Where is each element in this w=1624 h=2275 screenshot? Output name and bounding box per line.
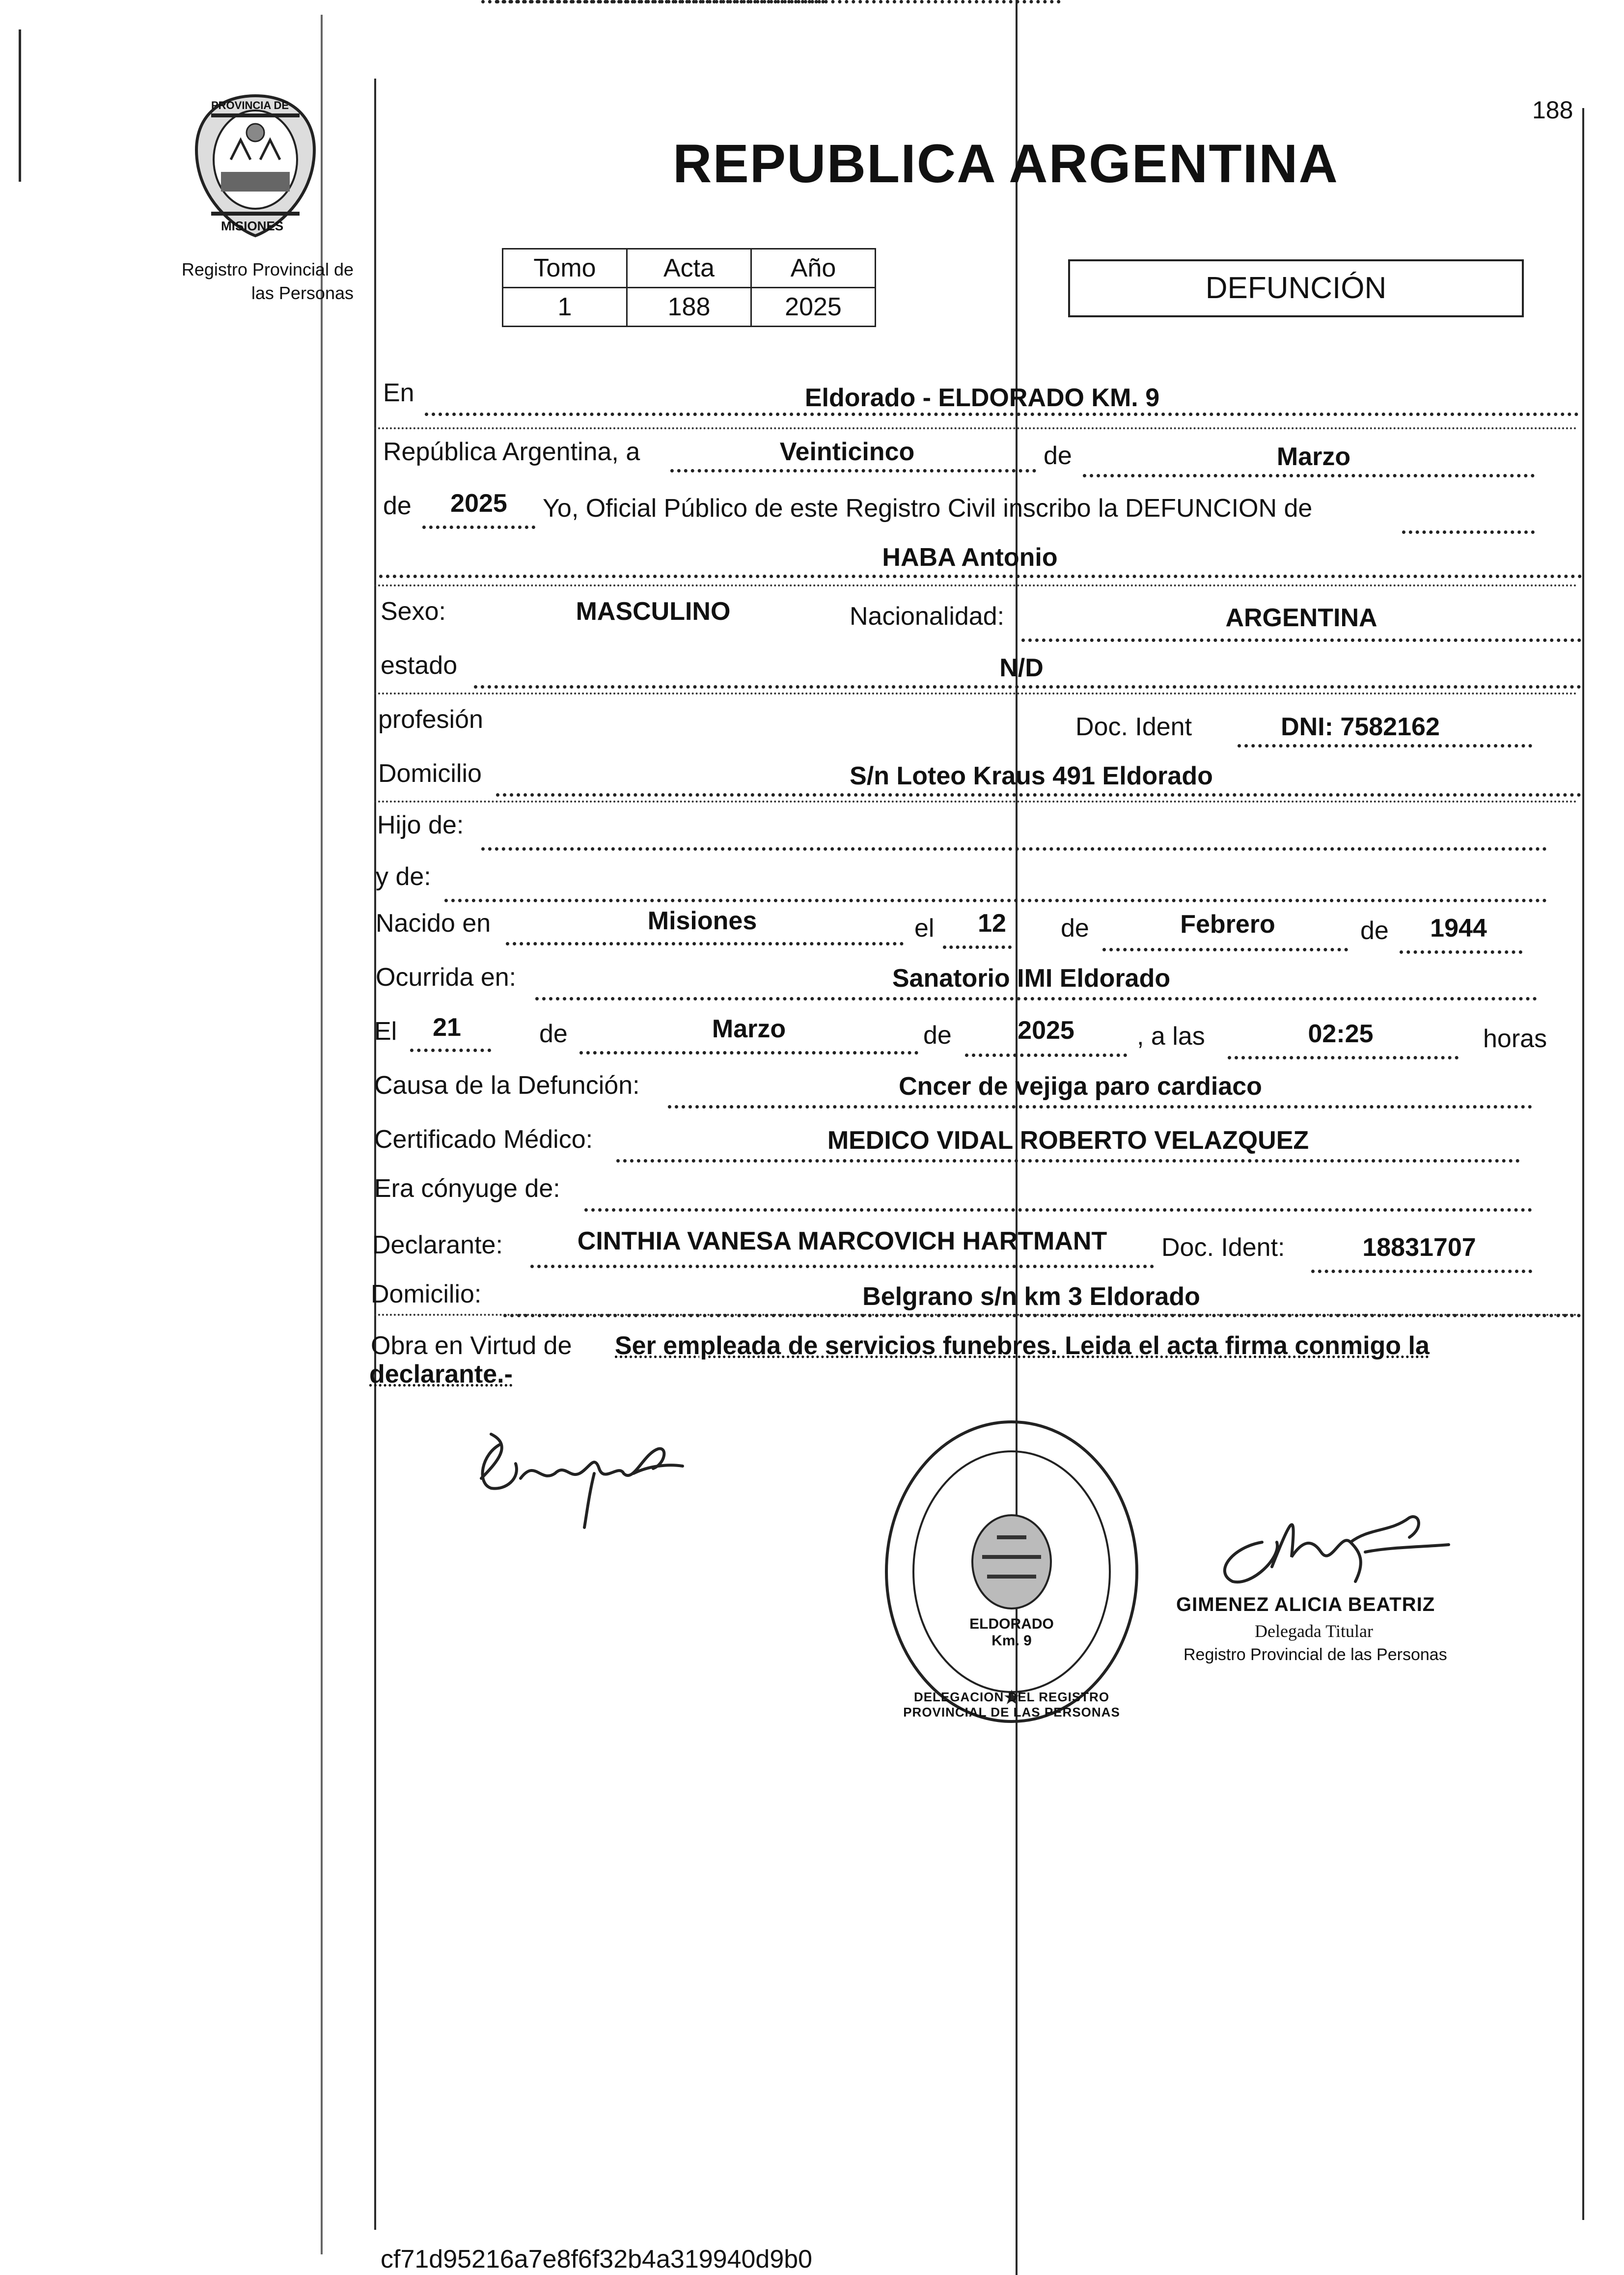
official-role: Delegada Titular xyxy=(1255,1621,1373,1641)
a-las-label: , a las xyxy=(1137,1022,1205,1051)
yo-label: Yo, Oficial Público de este Registro Civil inscribo la DEFUNCION de xyxy=(543,494,1313,523)
form-left-border xyxy=(374,79,376,2230)
declarante-label: Declarante: xyxy=(372,1231,503,1259)
doc-ident2-label: Doc. Ident: xyxy=(1161,1233,1285,1262)
causa-label: Causa de la Defunción: xyxy=(374,1071,640,1100)
death-time-value: 02:25 xyxy=(1308,1020,1374,1048)
deceased-name-line xyxy=(379,575,1582,578)
obra-line-2: declarante.- xyxy=(369,1360,513,1388)
doc-ident2-line xyxy=(1311,1270,1532,1273)
nacido-label: Nacido en xyxy=(376,909,491,938)
nacionalidad-value: ARGENTINA xyxy=(1225,604,1377,632)
doc-ident-line xyxy=(1238,744,1532,748)
year-value: 2025 xyxy=(450,489,507,518)
place-value: Eldorado - ELDORADO KM. 9 xyxy=(804,384,1160,412)
doc-ident-value: DNI: 7582162 xyxy=(1281,713,1440,741)
yo-line xyxy=(1402,530,1535,534)
de-label: de xyxy=(1044,442,1072,470)
ocurrida-value: Sanatorio IMI Eldorado xyxy=(892,964,1171,993)
record-table-header: Tomo xyxy=(503,249,627,288)
domicilio2-label: Domicilio: xyxy=(371,1280,482,1308)
hijo-line xyxy=(481,847,1547,851)
record-table xyxy=(502,248,876,327)
El-label: El xyxy=(374,1017,397,1046)
registry-name-line-1: Registro Provincial de xyxy=(181,259,354,279)
official-office: Registro Provincial de las Personas xyxy=(1184,1645,1447,1664)
record-table-value-row xyxy=(503,288,876,327)
birth-month-line xyxy=(1102,948,1348,951)
estado-label: estado xyxy=(381,651,458,680)
hijo-label: Hijo de: xyxy=(377,811,464,839)
record-type-box: DEFUNCIÓN xyxy=(1068,259,1524,317)
certificado-line xyxy=(616,1159,1520,1163)
birth-year-line xyxy=(1400,950,1522,954)
day-line xyxy=(670,469,1036,472)
registry-name xyxy=(128,258,354,305)
emblem-top-text: PROVINCIA DE xyxy=(211,99,289,111)
profesion-label: profesión xyxy=(378,705,483,734)
emblem-bottom-text: MISIONES xyxy=(221,219,284,233)
nacido-line xyxy=(506,942,904,945)
stamp-ring-text: DELEGACION DEL REGISTRO PROVINCIAL DE LAS PERSONAS xyxy=(903,1690,1120,1720)
ocurrida-line xyxy=(535,997,1537,1000)
declarante-line xyxy=(530,1265,1154,1268)
birth-day-value: 12 xyxy=(978,909,1006,938)
horas-label: horas xyxy=(1483,1025,1547,1053)
official-signature xyxy=(1203,1498,1459,1596)
certificado-value: MEDICO VIDAL ROBERTO VELAZQUEZ xyxy=(827,1126,1309,1155)
year-prefix-label: de xyxy=(383,492,412,520)
domicilio2-value: Belgrano s/n km 3 Eldorado xyxy=(862,1282,1200,1311)
domicilio2-line xyxy=(503,1314,1581,1317)
y-de-line xyxy=(444,899,1547,902)
left-edge-line xyxy=(19,29,21,182)
deceased-name-value: HABA Antonio xyxy=(882,543,1058,572)
ocurrida-label: Ocurrida en: xyxy=(376,963,517,992)
el-label: el xyxy=(914,914,935,943)
record-table-header: Acta xyxy=(627,249,751,288)
de2-label: de xyxy=(1061,914,1089,943)
causa-line xyxy=(668,1105,1532,1109)
birth-day-line xyxy=(943,945,1012,949)
record-table-cell: 2025 xyxy=(751,288,876,327)
death-day-value: 21 xyxy=(433,1013,461,1042)
record-table-header: Año xyxy=(751,249,876,288)
conyuge-line xyxy=(584,1208,1532,1212)
year-line xyxy=(422,526,535,529)
registry-name-line-2: las Personas xyxy=(251,283,354,303)
domicilio-line xyxy=(496,793,1581,797)
sexo-value: MASCULINO xyxy=(576,597,731,626)
month-line xyxy=(1083,474,1535,477)
de5-label: de xyxy=(923,1021,952,1050)
page-title: REPUBLICA ARGENTINA xyxy=(673,134,1339,194)
causa-value: Cncer de vejiga paro cardiaco xyxy=(899,1072,1262,1101)
nacido-value: Misiones xyxy=(647,907,757,935)
declarant-signature xyxy=(471,1424,688,1537)
row-rule xyxy=(374,584,1577,586)
republica-label: República Argentina, a xyxy=(383,438,640,466)
death-year-line xyxy=(965,1054,1127,1057)
death-month-line xyxy=(579,1051,918,1054)
stamp-inner-text: ELDORADO Km. 9 xyxy=(969,1616,1054,1649)
record-table-header-row xyxy=(503,249,876,288)
row-rule xyxy=(374,427,1577,429)
sexo-label: Sexo: xyxy=(381,597,446,626)
profesion-line xyxy=(496,0,1061,3)
official-name: GIMENEZ ALICIA BEATRIZ xyxy=(1176,1594,1435,1615)
row-rule xyxy=(374,801,1577,803)
obra-label: Obra en Virtud de xyxy=(371,1332,572,1360)
record-table-cell: 188 xyxy=(627,288,751,327)
month-value: Marzo xyxy=(1276,443,1351,471)
row-rule xyxy=(374,693,1577,694)
doc-ident2-value: 18831707 xyxy=(1362,1233,1476,1262)
birth-year-value: 1944 xyxy=(1430,914,1487,943)
declarante-value: CINTHIA VANESA MARCOVICH HARTMANT xyxy=(577,1227,1107,1255)
death-year-value: 2025 xyxy=(1018,1016,1074,1045)
death-month-value: Marzo xyxy=(712,1015,786,1043)
left-margin-line xyxy=(321,15,323,2254)
conyuge-label: Era cónyuge de: xyxy=(374,1174,560,1203)
official-stamp xyxy=(879,1415,1144,1729)
estado-value: N/D xyxy=(999,654,1044,682)
y-de-label: y de: xyxy=(376,862,431,891)
domicilio-label: Domicilio xyxy=(378,759,482,788)
document-hash: cf71d95216a7e8f6f32b4a319940d9b0 xyxy=(381,2245,813,2274)
death-time-line xyxy=(1228,1056,1459,1059)
domicilio-value: S/n Loteo Kraus 491 Eldorado xyxy=(850,762,1213,790)
page-number: 188 xyxy=(1532,96,1573,124)
death-day-line xyxy=(410,1049,491,1052)
estado-line xyxy=(474,685,1581,689)
record-table-cell: 1 xyxy=(503,288,627,327)
form-right-border xyxy=(1582,108,1584,2220)
de4-label: de xyxy=(539,1020,568,1048)
de3-label: de xyxy=(1360,916,1389,945)
en-label: En xyxy=(383,379,414,407)
day-value: Veinticinco xyxy=(779,438,915,466)
nacionalidad-line xyxy=(1021,638,1581,642)
obra-line-1: Ser empleada de servicios funebres. Leida el acta firma conmigo la xyxy=(615,1332,1430,1360)
certificado-label: Certificado Médico: xyxy=(374,1125,593,1154)
birth-month-value: Febrero xyxy=(1180,910,1275,939)
doc-ident-label: Doc. Ident xyxy=(1075,713,1192,741)
nacionalidad-label: Nacionalidad: xyxy=(850,602,1005,631)
place-line xyxy=(425,413,1579,416)
